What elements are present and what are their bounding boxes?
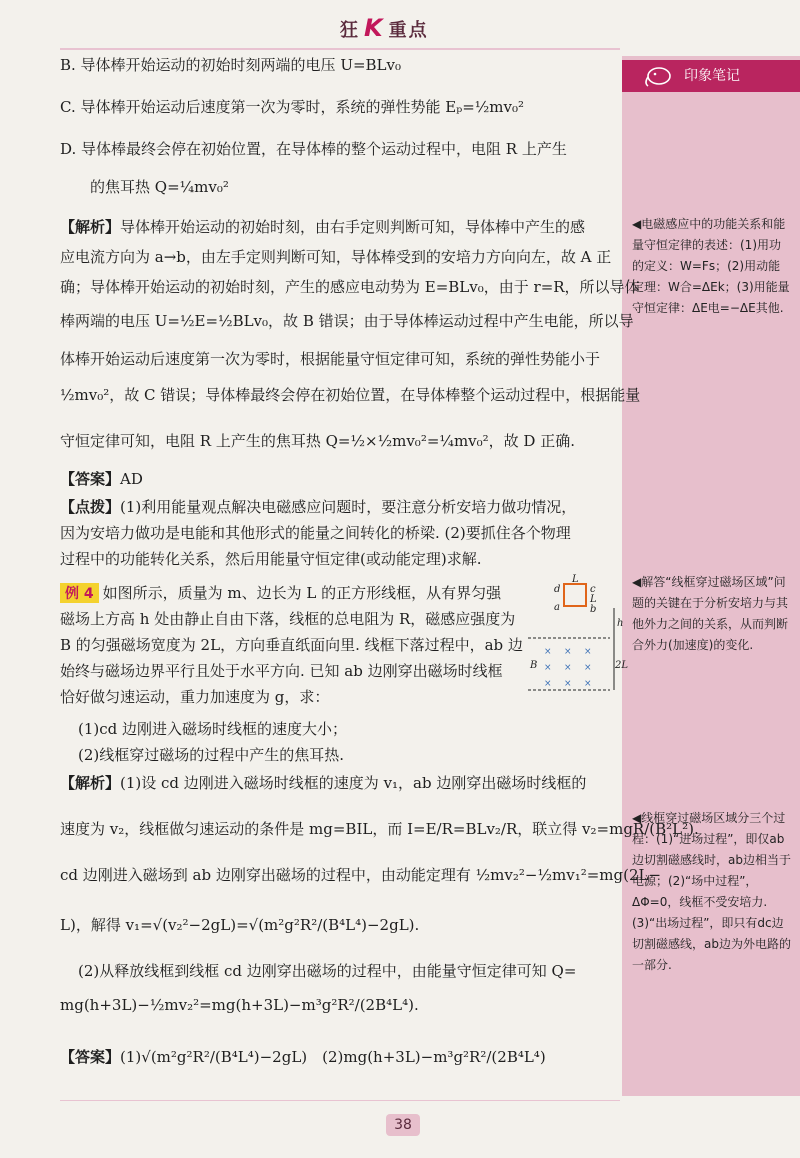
sidebar-note-3: ◀线框穿过磁场区域分三个过程：(1)“进场过程”，即仅ab边切割磁感线时，ab边相当于电源；(2)“场中过程”，ΔΦ=0，线框不受安培力.(3)“出场过程”，即只有dc边切割磁感线，ab边为外电路的一部分. bbox=[632, 811, 791, 972]
tip-line-2: 过程中的功能转化关系，然后用能量守恒定律(或动能定理)求解. bbox=[60, 550, 482, 568]
sidebar-note-2: ◀解答“线框穿过磁场区域”问题的关键在于分析安培力与其他外力之间的关系，从而判断合外力(加速度)的变化. bbox=[632, 575, 789, 652]
footer-divider bbox=[60, 1100, 620, 1101]
label-b: b bbox=[590, 604, 597, 615]
answer1-label: 【答案】 bbox=[60, 470, 121, 488]
svg-text:×: × bbox=[584, 663, 592, 673]
sidebar-note-1: ◀电磁感应中的功能关系和能量守恒定律的表述：(1)用功的定义：W=Fs；(2)用动能定理：W合=ΔEk；(3)用能量守恒定律：ΔE电=−ΔE其他. bbox=[632, 217, 790, 315]
answer2 bbox=[60, 1046, 546, 1067]
option-d-line-2: 的焦耳热 Q=¼mv₀² bbox=[90, 178, 229, 196]
answer1-value: AD bbox=[120, 470, 143, 488]
example-q2: (2)线框穿过磁场的过程中产生的焦耳热. bbox=[78, 746, 345, 764]
page-number: 38 bbox=[386, 1114, 420, 1136]
magnetic-field-diagram bbox=[524, 574, 629, 696]
analysis2-line-3: L)，解得 v₁=√(v₂²−2gL)=√(m²g²R²/(B⁴L⁴)−2gL). bbox=[60, 916, 420, 934]
page-header bbox=[0, 0, 800, 48]
svg-text:×: × bbox=[544, 679, 552, 689]
analysis2-line-1: 速度为 v₂，线框做匀速运动的条件是 mg=BIL，而 I=E/R=BLv₂/R，联立得 v₂=mgR/(B²L²). bbox=[60, 820, 699, 838]
svg-text:×: × bbox=[544, 663, 552, 673]
label-d: d bbox=[554, 584, 561, 595]
label-c: c bbox=[590, 584, 596, 595]
tip-label: 【点拨】 bbox=[60, 498, 121, 516]
svg-text:×: × bbox=[584, 647, 592, 657]
example-line-1: 磁场上方高 h 处由静止自由下落，线框的总电阻为 R，磁感应强度为 bbox=[60, 610, 516, 628]
analysis1-line-2: 确；导体棒开始运动的初始时刻，产生的感应电动势为 E=BLv₀，由于 r=R，所以导体 bbox=[60, 278, 640, 296]
tip-line-0: 【点拨】(1)利用能量观点解决电磁感应问题时，要注意分析安培力做功情况， bbox=[60, 498, 577, 516]
header-left: 狂 bbox=[340, 20, 360, 41]
field-crosses bbox=[544, 647, 592, 689]
header-divider bbox=[60, 48, 620, 50]
label-l-side: L bbox=[590, 594, 597, 605]
analysis1-line-5: ½mv₀²，故 C 错误；导体棒最终会停在初始位置，在导体棒整个运动过程中，根据能量 bbox=[60, 386, 641, 404]
analysis1-line-3: 棒两端的电压 U=½E=½BLv₀，故 B 错误；由于导体棒运动过程中产生电能，所以导 bbox=[60, 312, 634, 330]
example-line-3: 始终与磁场边界平行且处于水平方向. 已知 ab 边刚穿出磁场时线框 bbox=[60, 662, 503, 680]
svg-text:×: × bbox=[564, 679, 572, 689]
header-k-logo: K bbox=[364, 14, 385, 42]
tip-line-1: 因为安培力做功是电能和其他形式的能量之间转化的桥梁. (2)要抓住各个物理 bbox=[60, 524, 571, 542]
analysis1-line-6: 守恒定律可知，电阻 R 上产生的焦耳热 Q=½×½mv₀²=¼mv₀²，故 D 正确. bbox=[60, 432, 575, 450]
label-2l: 2L bbox=[615, 660, 629, 671]
sidebar-title: 印象笔记 bbox=[684, 68, 740, 84]
analysis2-line-2: cd 边刚进入磁场到 ab 边刚穿出磁场的过程中，由动能定理有 ½mv₂²−½mv₁²=mg(2L− bbox=[60, 866, 662, 884]
analysis1-line-4: 体棒开始运动后速度第一次为零时，根据能量守恒定律可知，系统的弹性势能小于 bbox=[60, 350, 601, 368]
option-d-line-1: D. 导体棒最终会停在初始位置，在导体棒的整个运动过程中，电阻 R 上产生 bbox=[60, 140, 567, 158]
option-c: C. 导体棒开始运动后速度第一次为零时，系统的弹性势能 Eₚ=½mv₀² bbox=[60, 98, 525, 116]
svg-text:×: × bbox=[584, 679, 592, 689]
analysis2-line-4: (2)从释放线框到线框 cd 边刚穿出磁场的过程中，由能量守恒定律可知 Q= bbox=[78, 962, 577, 980]
example-line-0: 例 4 如图所示，质量为 m、边长为 L 的正方形线框，从有界匀强 bbox=[60, 582, 501, 603]
analysis2-line-5: mg(h+3L)−½mv₂²=mg(h+3L)−m³g²R²/(2B⁴L⁴). bbox=[60, 996, 419, 1014]
example-q1: (1)cd 边刚进入磁场时线框的速度大小； bbox=[78, 720, 348, 738]
analysis2-label: 【解析】 bbox=[60, 774, 121, 792]
label-l-top: L bbox=[572, 574, 579, 585]
analysis1-line-1: 应电流方向为 a→b，由左手定则判断可知，导体棒受到的安培力方向向左，故 A 正 bbox=[60, 248, 612, 266]
option-b: B. 导体棒开始运动的初始时刻两端的电压 U=BLv₀ bbox=[60, 56, 402, 74]
svg-text:×: × bbox=[544, 647, 552, 657]
example-badge: 例 4 bbox=[60, 583, 99, 603]
label-b-field: B bbox=[530, 660, 538, 671]
answer2-value: (1)√(m²g²R²/(B⁴L⁴)−2gL) (2)mg(h+3L)−m³g²R²/(2B⁴L⁴) bbox=[120, 1048, 546, 1066]
analysis1-label: 【解析】 bbox=[60, 218, 121, 236]
example-line-2: B 的匀强磁场宽度为 2L，方向垂直纸面向里. 线框下落过程中，ab 边 bbox=[60, 636, 523, 654]
elephant-icon bbox=[642, 61, 676, 89]
svg-text:×: × bbox=[564, 663, 572, 673]
analysis1-line-0: 【解析】导体棒开始运动的初始时刻，由右手定则判断可知，导体棒中产生的感 bbox=[60, 218, 586, 236]
answer2-label: 【答案】 bbox=[60, 1048, 121, 1066]
label-a: a bbox=[554, 602, 560, 613]
square-frame bbox=[564, 584, 586, 606]
sidebar-header bbox=[622, 60, 800, 92]
header-title bbox=[340, 14, 429, 42]
answer1 bbox=[60, 468, 143, 489]
analysis2-line-0: 【解析】(1)设 cd 边刚进入磁场时线框的速度为 v₁，ab 边刚穿出磁场时线框的 bbox=[60, 774, 587, 792]
label-h: h bbox=[617, 618, 624, 629]
header-right: 重点 bbox=[388, 20, 429, 41]
example-line-4: 恰好做匀速运动，重力加速度为 g，求： bbox=[60, 688, 330, 706]
svg-text:×: × bbox=[564, 647, 572, 657]
